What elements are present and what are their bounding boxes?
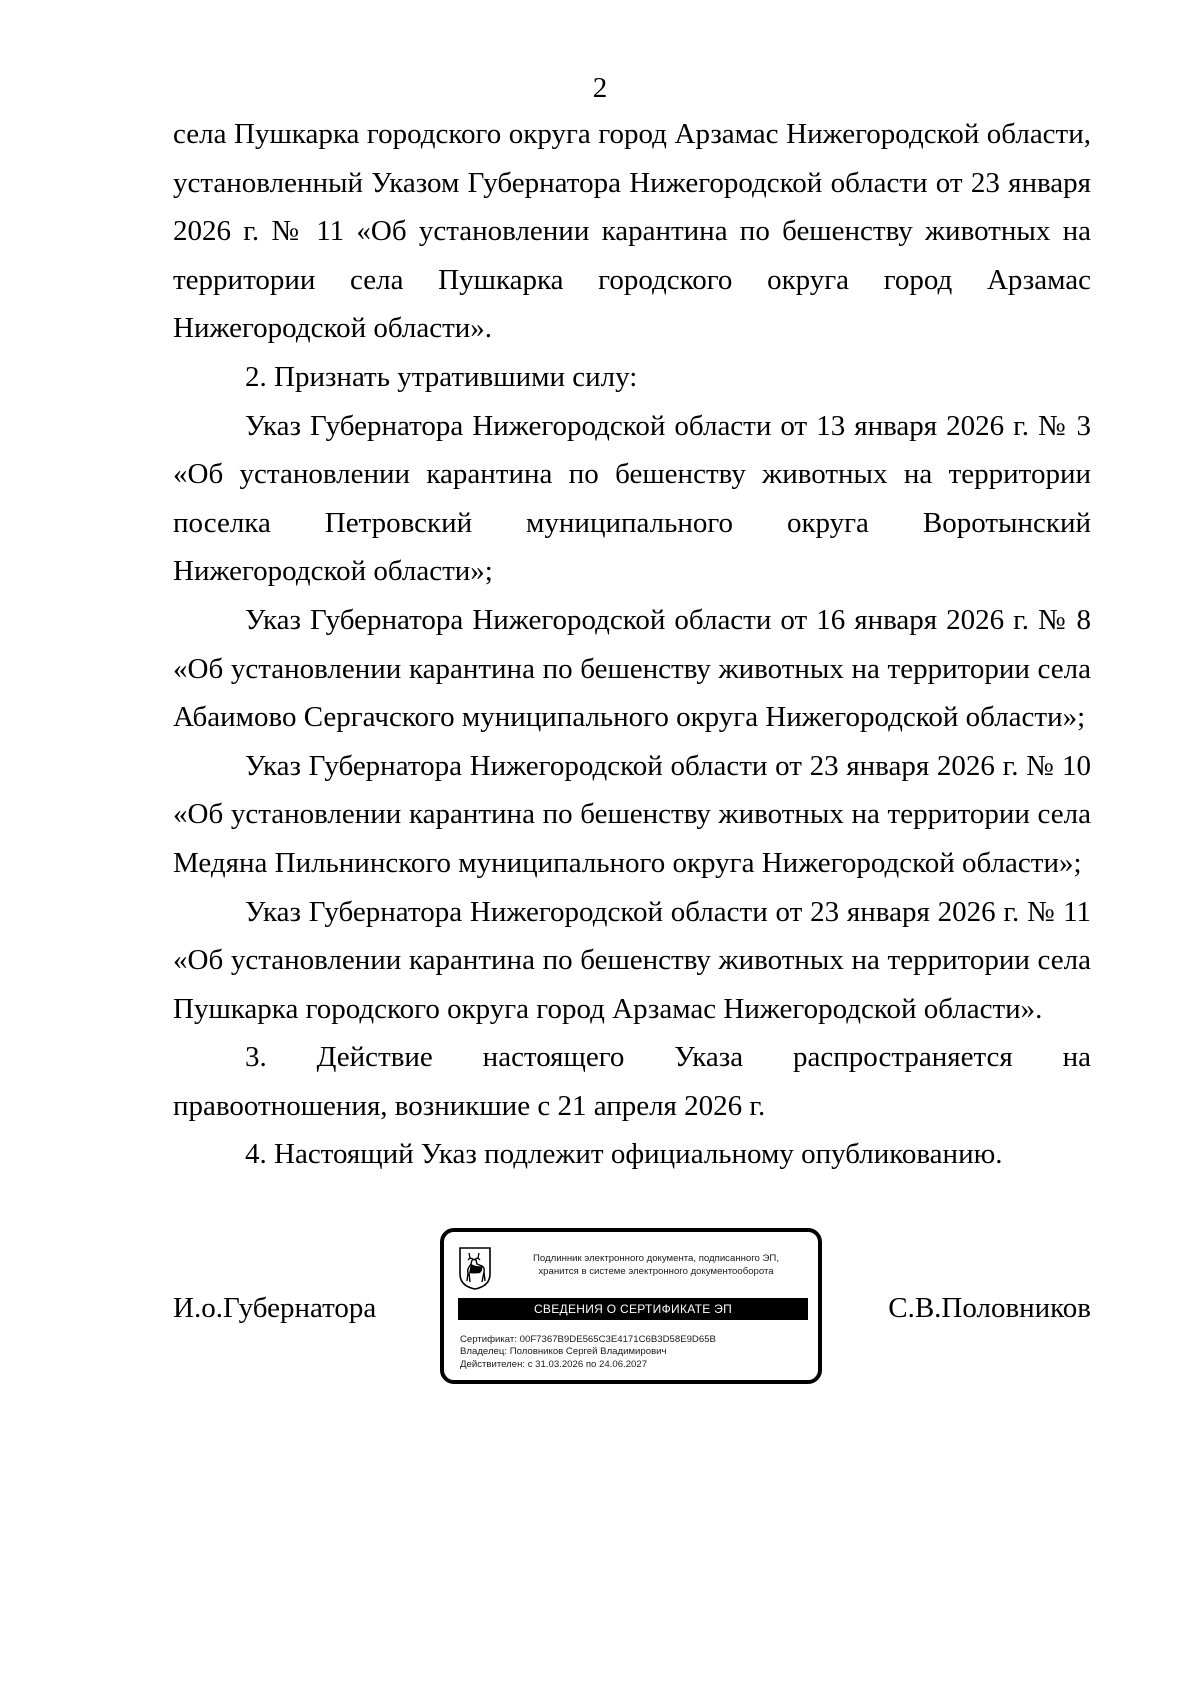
certificate-details (460, 1334, 810, 1371)
paragraph-item-2: 2. Признать утратившими силу: (245, 360, 638, 393)
paragraph-item-4: 4. Настоящий Указ подлежит официальному опубликованию. (245, 1138, 1003, 1171)
stamp-note (500, 1252, 812, 1278)
deer-emblem-icon (458, 1246, 492, 1290)
signature-block (173, 1228, 1091, 1388)
paragraph-repealed-decree-11: Указ Губернатора Нижегородской области от 23 января 2026 г. № 11 «Об установлении карантина по бешенству животных на территории села Пушкарка городского округа город Арзамас Нижегородской области». (173, 895, 1091, 1025)
paragraph-repealed-decree-10: Указ Губернатора Нижегородской области от 23 января 2026 г. № 10 «Об установлении карантина по бешенству животных на территории села Медяна Пильнинского муниципального округа Нижегородской области»; (173, 749, 1091, 879)
certificate-owner: Владелец: Половников Сергей Владимирович (460, 1346, 667, 1358)
paragraph-continuation: села Пушкарка городского округа город Арзамас Нижегородской области, установленный Указом Губернатора Нижегородской области от 23 января 2026 г. № 11 «Об установлении карантина по бешенству животных на территории села Пушкарка городского округа город Арзамас Нижегородской области». (173, 118, 1091, 345)
paragraph-repealed-decree-8: Указ Губернатора Нижегородской области от 16 января 2026 г. № 8 «Об установлении карантина по бешенству животных на территории села Абаимово Сергачского муниципального округа Нижегородской области»; (173, 603, 1091, 734)
electronic-signature-stamp (440, 1228, 822, 1384)
certificate-number: Сертификат: 00F7367B9DE565C3E4171C6B3D58E9D65B (460, 1334, 716, 1345)
stamp-note-line: хранится в системе электронного документооборота (538, 1266, 774, 1277)
signatory-position: И.о.Губернатора (173, 1292, 377, 1324)
stamp-note-line: Подлинник электронного документа, подписанного ЭП, (533, 1253, 779, 1264)
signatory-name: С.В.Половников (888, 1292, 1091, 1324)
paragraph-repealed-decree-3: Указ Губернатора Нижегородской области от 13 января 2026 г. № 3 «Об установлении карантина по бешенству животных на территории поселка Петровский муниципального округа Воротынский Нижегородской области»; (173, 409, 1091, 588)
document-body (173, 110, 1091, 1179)
page-number: 2 (592, 72, 608, 104)
paragraph-item-3: 3. Действие настоящего Указа распространяется на правоотношения, возникшие с 21 апреля 2026 г. (173, 1041, 1091, 1122)
stamp-header: СВЕДЕНИЯ О СЕРТИФИКАТЕ ЭП (458, 1298, 808, 1320)
certificate-validity: Действителен: с 31.03.2026 по 24.06.2027 (460, 1358, 648, 1370)
